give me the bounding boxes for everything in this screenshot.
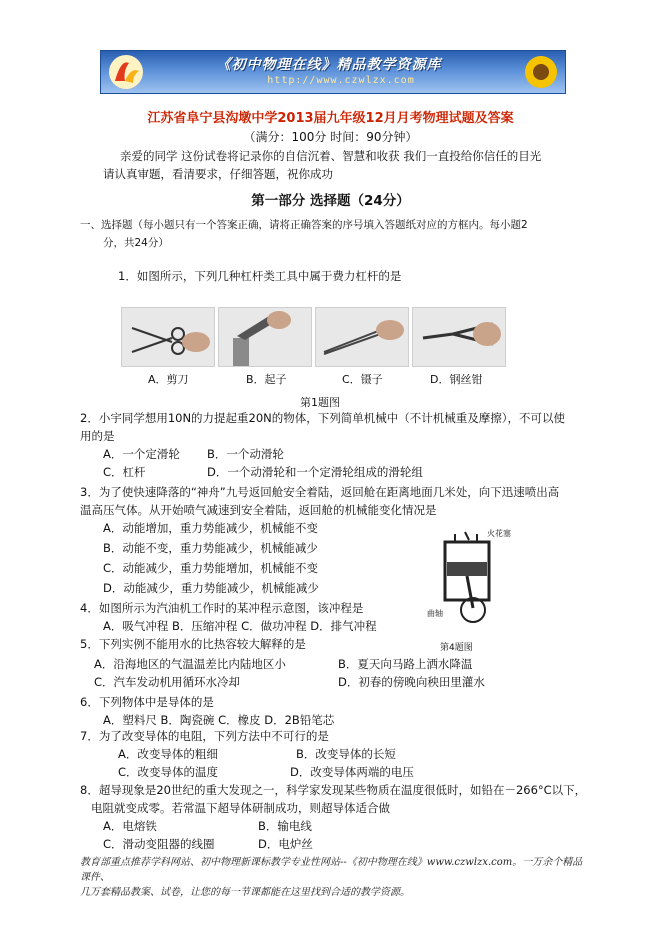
scissors-icon	[122, 308, 214, 366]
figure-scissors	[121, 307, 215, 367]
figure-1-caption: 第1题图	[300, 396, 340, 409]
exam-title: 江苏省阜宁县沟墩中学2013届九年级12月月考物理试题及答案	[147, 111, 514, 126]
question-4-options: A．吸气冲程 B．压缩冲程 C．做功冲程 D．排气冲程	[103, 619, 377, 633]
option-5c: C．汽车发动机用循环水冷却	[94, 675, 241, 689]
spark-plug-label: 火花塞	[487, 529, 511, 538]
question-3-line-1: 3．为了使快速降落的“神舟”九号返回舱安全着陆，返回舱在距离地面几米处，向下迅速喷出高	[80, 485, 560, 499]
question-8-line-1: 8．超导现象是20世纪的重大发现之一，科学家发现某些物质在温度很低时，如铅在－266°C以下，	[80, 783, 587, 797]
banner-brand-name: 《初中物理在线》精品教学资源库	[216, 57, 442, 73]
section-instructions-2: 分，共24分）	[103, 237, 169, 249]
option-5b: B．夏天向马路上洒水降温	[338, 657, 473, 671]
figure-label-d: D．钢丝钳	[430, 373, 483, 386]
engine-figure	[425, 528, 535, 628]
question-1: 1．如图所示，下列几种杠杆类工具中属于费力杠杆的是	[118, 269, 402, 283]
option-2a: A．一个定滑轮	[103, 447, 180, 461]
figure-label-a: A．剪刀	[148, 373, 189, 386]
question-7: 7．为了改变导体的电阻，下列方法中不可行的是	[80, 729, 329, 743]
option-3b: B．动能不变，重力势能减少，机械能减少	[103, 541, 318, 555]
option-3d: D．动能减少，重力势能减少，机械能减少	[103, 581, 319, 595]
question-6-options: A．塑料尺 B．陶瓷碗 C．橡皮 D．2B铅笔芯	[103, 713, 335, 727]
option-7a: A．改变导体的粗细	[118, 747, 218, 761]
figure-label-c: C．镊子	[342, 373, 383, 386]
site-logo-icon	[107, 53, 145, 91]
banner-url[interactable]: http://www.czwlzx.com	[267, 75, 415, 86]
intro-line-2: 请认真审题，看清要求，仔细答题，祝你成功	[103, 167, 333, 181]
section-title: 第一部分 选择题（24分）	[251, 193, 410, 209]
option-2d: D．一个动滑轮和一个定滑轮组成的滑轮组	[207, 465, 423, 479]
pliers-icon	[413, 308, 505, 366]
option-2b: B．一个动滑轮	[207, 447, 284, 461]
figure-bottle-opener	[218, 307, 312, 367]
option-7d: D．改变导体两端的电压	[290, 765, 414, 779]
option-8a: A．电熔铁	[103, 819, 157, 833]
question-2-line-2: 用的是	[80, 429, 115, 443]
option-8c: C．滑动变阻器的线圈	[103, 837, 215, 851]
figure-label-b: B．起子	[246, 373, 287, 386]
intro-line-1: 亲爱的同学 这份试卷将记录你的自信沉着、智慧和收获 我们一直投给你信任的目光	[120, 149, 542, 163]
bottle-opener-icon	[219, 308, 311, 366]
option-2c: C．杠杆	[103, 465, 146, 479]
question-3-line-2: 温高压气体。从开始喷气减速到安全着陆，返回舱的机械能变化情况是	[80, 503, 437, 517]
question-4: 4．如图所示为汽油机工作时的某冲程示意图，该冲程是	[80, 601, 364, 615]
exam-score-time: （满分：100分 时间：90分钟）	[243, 130, 418, 144]
figure-tweezers	[315, 307, 409, 367]
question-6: 6．下列物体中是导体的是	[80, 695, 214, 709]
option-3a: A．动能增加，重力势能减少，机械能不变	[103, 521, 318, 535]
option-3c: C．动能减少，重力势能增加，机械能不变	[103, 561, 319, 575]
footer-line-2: 几万套精品教案、试卷，让您的每一节课都能在这里找到合适的教学资源。	[80, 887, 410, 898]
site-banner[interactable]	[100, 50, 566, 94]
figure-pliers	[412, 307, 506, 367]
crankshaft-label: 曲轴	[427, 609, 443, 618]
option-5a: A．沿海地区的气温温差比内陆地区小	[94, 657, 286, 671]
section-instructions-1: 一、选择题（每小题只有一个答案正确，请将正确答案的序号填入答题纸对应的方框内。每小题2	[80, 219, 528, 231]
option-5d: D．初春的傍晚向秧田里灌水	[338, 675, 485, 689]
option-8d: D．电炉丝	[258, 837, 313, 851]
option-8b: B．输电线	[258, 819, 312, 833]
page-footer	[80, 855, 590, 900]
question-8-line-2: 电阻就变成零。若常温下超导体研制成功，则超导体适合做	[91, 801, 390, 815]
footer-line-1: 教育部重点推荐学科网站、初中物理新课标教学专业性网站--《初中物理在线》www.czwlzx.com。一万余个精品课件、	[80, 857, 583, 883]
question-5: 5．下列实例不能用水的比热容较大解释的是	[80, 637, 306, 651]
sunflower-icon	[523, 54, 559, 90]
figure-4-caption: 第4题图	[440, 643, 473, 653]
option-7b: B．改变导体的长短	[296, 747, 396, 761]
question-2-line-1: 2．小宇同学想用10N的力提起重20N的物体，下列简单机械中（不计机械重及摩擦），不可以使	[80, 411, 566, 425]
tweezers-icon	[316, 308, 408, 366]
option-7c: C．改变导体的温度	[118, 765, 219, 779]
